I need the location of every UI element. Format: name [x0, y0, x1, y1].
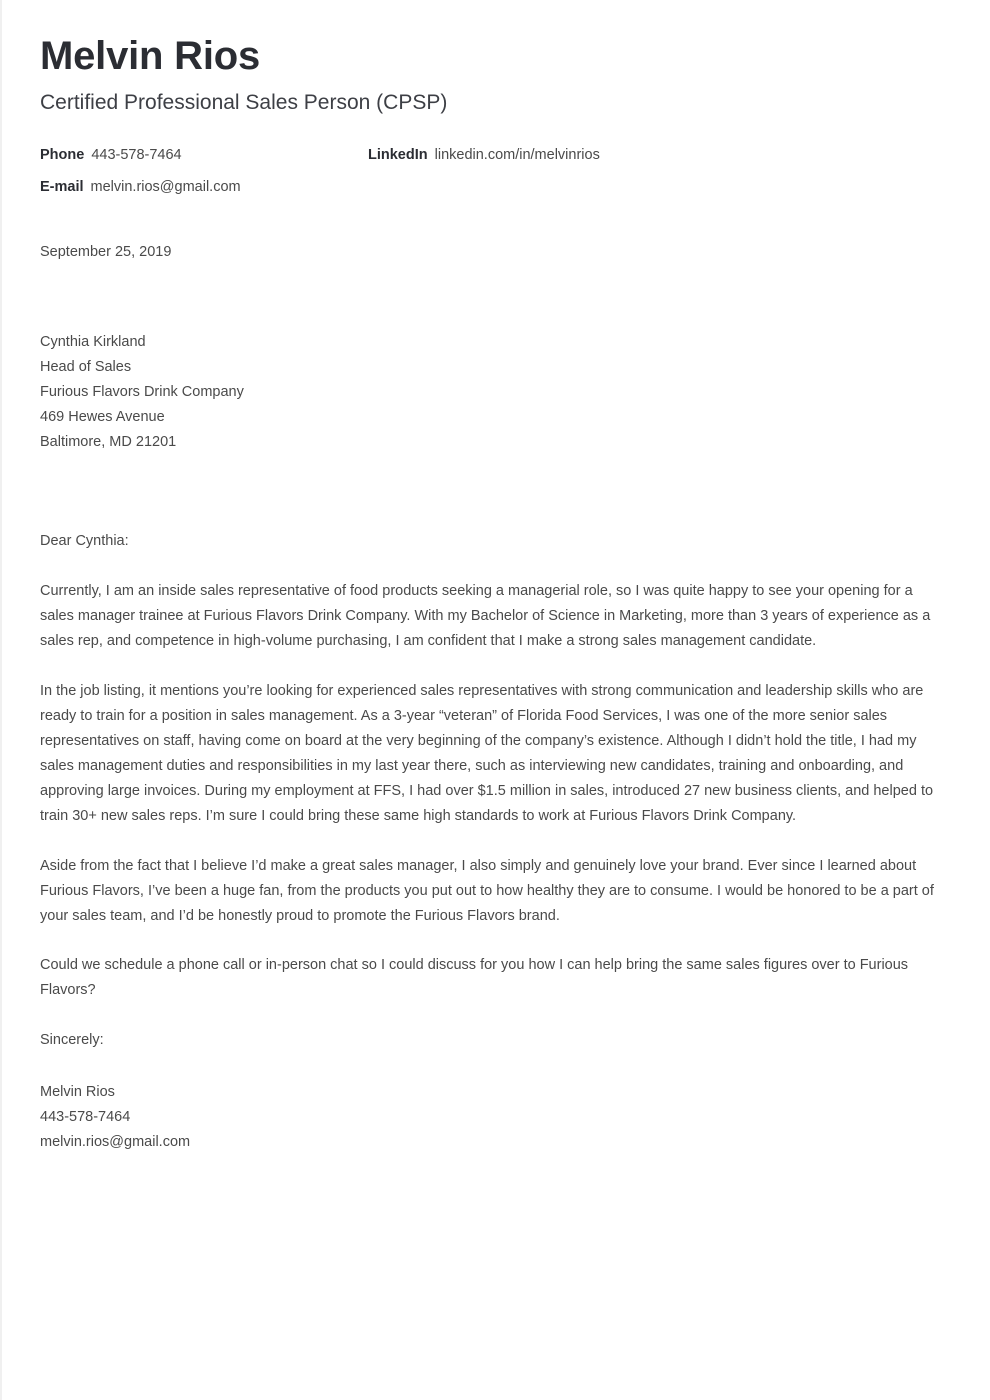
contact-item-email: [40, 177, 368, 198]
recipient-street: 469 Hewes Avenue: [40, 408, 165, 425]
contact-info-block: [40, 145, 950, 198]
letter-body: [40, 579, 950, 1003]
recipient-address-block: [40, 330, 950, 455]
contact-item-phone: [40, 145, 368, 166]
recipient-company: Furious Flavors Drink Company: [40, 383, 244, 400]
signature-name: Melvin Rios: [40, 1083, 115, 1100]
contact-row-email: [40, 177, 950, 198]
recipient-city-state-zip: Baltimore, MD 21201: [40, 433, 177, 450]
letter-paragraph: Aside from the fact that I believe I’d make a great sales manager, I also simply and genuinely love your brand. Ever since I learned about Furious Flavors, I’ve been a huge fan, from the products you put out to how healthy they are to consume. I would be honored to be a part of your sales team, and I’d be honestly proud to promote the Furious Flavors brand.: [40, 857, 934, 924]
letter-date: September 25, 2019: [40, 244, 172, 261]
signature-block: [40, 1080, 950, 1155]
contact-row-phone-linkedin: [40, 145, 950, 166]
phone-label: Phone: [40, 147, 85, 164]
applicant-name: Melvin Rios: [40, 34, 261, 78]
letter-paragraph: Currently, I am an inside sales representative of food products seeking a managerial role, so I was quite happy to see your opening for a sales manager trainee at Furious Flavors Drink Company. With my Bachelor of Science in Marketing, more than 3 years of experience as a sales rep, and competence in high-volume purchasing, I am confident that I make a strong sales management candidate.: [40, 583, 931, 650]
contact-item-linkedin: [368, 145, 600, 166]
letter-header: [40, 0, 950, 116]
applicant-job-title: Certified Professional Sales Person (CPSP): [40, 90, 448, 114]
recipient-name: Cynthia Kirkland: [40, 333, 146, 350]
signature-email[interactable]: melvin.rios@gmail.com: [40, 1133, 191, 1150]
letter-paragraph: In the job listing, it mentions you’re looking for experienced sales representatives with strong communication and leadership skills who are ready to train for a position in sales management. As a 3-year “veteran” of Florida Food Services, I was one of the more senior sales representatives on staff, having come on board at the very beginning of the company’s existence. Although I didn’t hold the title, I had my sales management duties and responsibilities in my last year there, such as interviewing new candidates, training and onboarding, and approving large invoices. During my employment at FFS, I had over $1.5 million in sales, introduced 27 new business clients, and helped to train 30+ new sales reps. I’m sure I could bring these same high standards to work at Furious Flavors Drink Company.: [40, 683, 934, 824]
linkedin-label: LinkedIn: [368, 147, 428, 164]
signature-phone[interactable]: 443-578-7464: [40, 1108, 131, 1125]
email-value[interactable]: melvin.rios@gmail.com: [90, 179, 241, 196]
recipient-title: Head of Sales: [40, 358, 132, 375]
letter-paragraph: Could we schedule a phone call or in-person chat so I could discuss for you how I can help bring the same sales figures over to Furious Flavors?: [40, 957, 909, 999]
linkedin-value[interactable]: linkedin.com/in/melvinrios: [434, 147, 600, 164]
page-left-edge-rule: [0, 0, 2, 1400]
email-label: E-mail: [40, 179, 84, 196]
phone-value[interactable]: 443-578-7464: [91, 147, 182, 164]
letter-closing: Sincerely:: [40, 1032, 104, 1049]
letter-salutation: Dear Cynthia:: [40, 532, 129, 549]
